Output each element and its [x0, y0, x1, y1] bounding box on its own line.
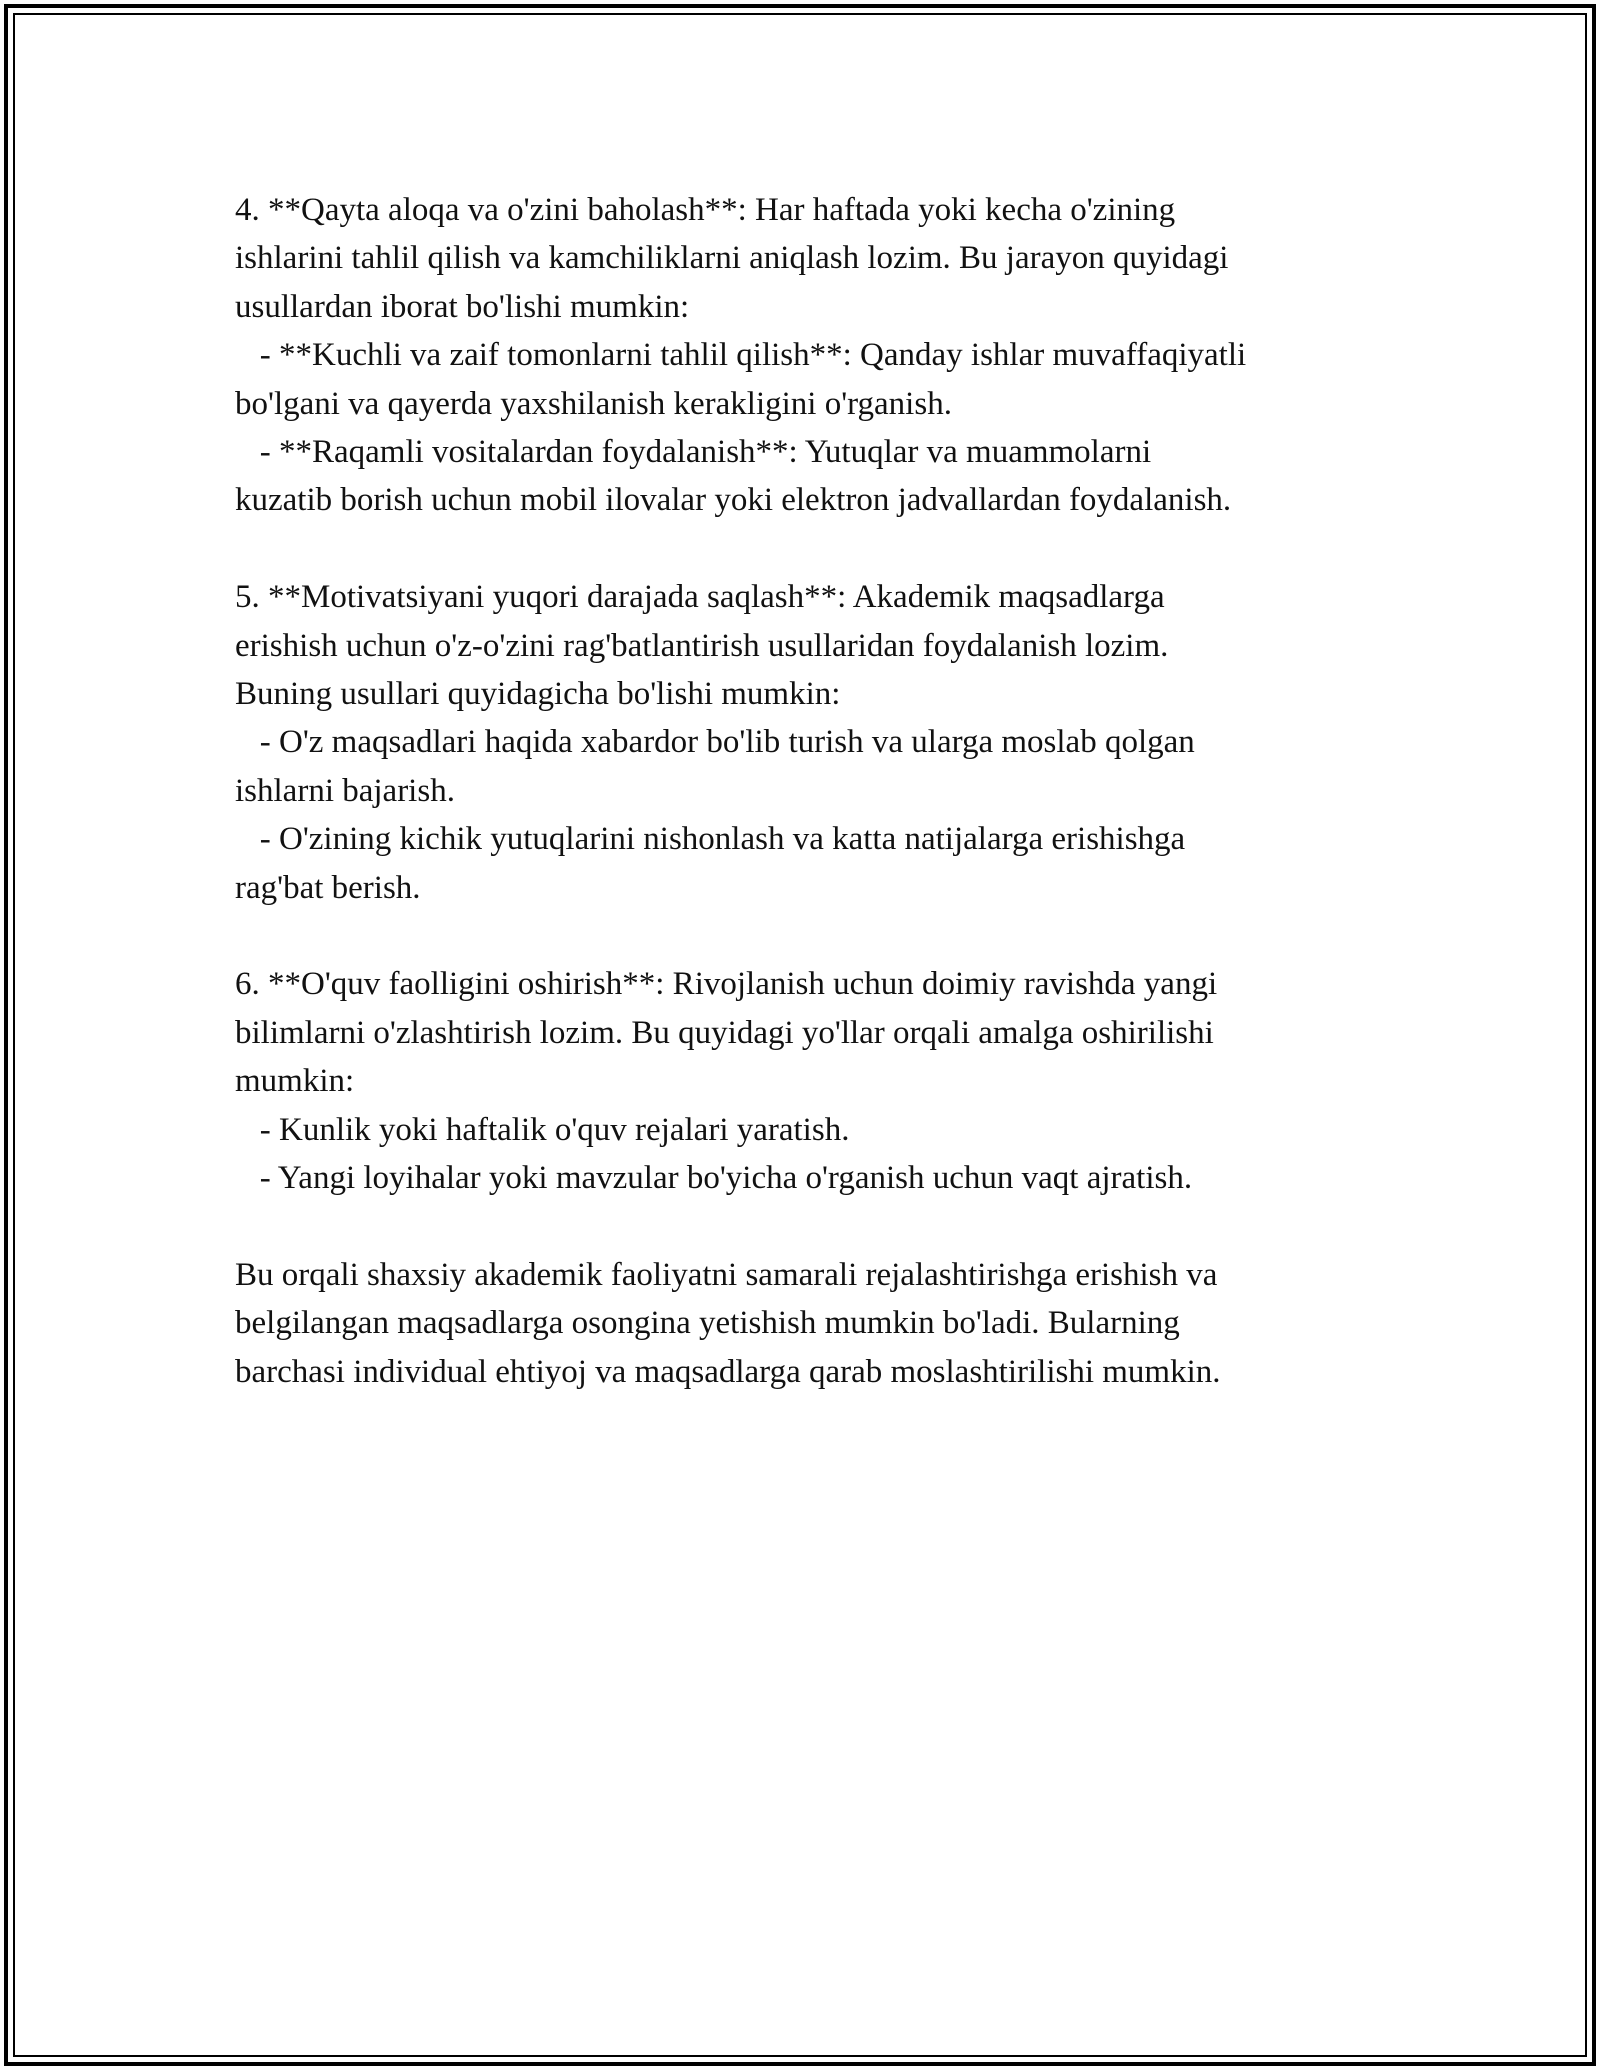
text-line: rag'bat berish.	[235, 869, 421, 906]
text-line: 6. **O'quv faolligini oshirish**: Rivojlanish uchun doimiy ravishda yangi	[235, 966, 1218, 1003]
text-line: belgilangan maqsadlarga osongina yetishish mumkin bo'ladi. Bularning	[235, 1305, 1180, 1342]
text-line: 5. **Motivatsiyani yuqori darajada saqlash**: Akademik maqsadlarga	[235, 579, 1165, 616]
text-line: ishlarini tahlil qilish va kamchiliklarni aniqlash lozim. Bu jarayon quyidagi	[235, 240, 1229, 277]
text-line: Bu orqali shaxsiy akademik faoliyatni samarali rejalashtirishga erishish va	[235, 1256, 1218, 1293]
text-line: mumkin:	[235, 1063, 355, 1100]
text-line: usullardan iborat bo'lishi mumkin:	[235, 288, 690, 325]
text-line: - **Raqamli vositalardan foydalanish**: Yutuqlar va muammolarni	[235, 434, 1152, 471]
text-line: - O'z maqsadlari haqida xabardor bo'lib turish va ularga moslab qolgan	[235, 724, 1195, 761]
text-line: bo'lgani va qayerda yaxshilanish kerakligini o'rganish.	[235, 385, 952, 422]
text-line: barchasi individual ehtiyoj va maqsadlarga qarab moslashtirilishi mumkin.	[235, 1353, 1221, 1390]
text-line: ishlarni bajarish.	[235, 772, 455, 809]
text-line: kuzatib borish uchun mobil ilovalar yoki elektron jadvallardan foydalanish.	[235, 482, 1232, 519]
document-body	[235, 186, 1385, 1445]
text-line: - **Kuchli va zaif tomonlarni tahlil qilish**: Qanday ishlar muvaffaqiyatli	[235, 337, 1247, 374]
text-line: erishish uchun o'z-o'zini rag'batlantirish usullaridan foydalanish lozim.	[235, 627, 1169, 664]
text-line: - Kunlik yoki haftalik o'quv rejalari yaratish.	[235, 1111, 850, 1148]
paragraph-conclusion	[235, 1251, 1385, 1396]
text-line: 4. **Qayta aloqa va o'zini baholash**: Har haftada yoki kecha o'zining	[235, 192, 1176, 228]
text-line: Buning usullari quyidagicha bo'lishi mumkin:	[235, 676, 841, 713]
paragraph-feedback-self-assessment	[235, 186, 1385, 525]
text-line: bilimlarni o'zlashtirish lozim. Bu quyidagi yo'llar orqali amalga oshirilishi	[235, 1014, 1214, 1051]
paragraph-learning-activity	[235, 960, 1385, 1202]
text-line: - Yangi loyihalar yoki mavzular bo'yicha o'rganish uchun vaqt ajratish.	[235, 1160, 1193, 1197]
text-line: - O'zining kichik yutuqlarini nishonlash va katta natijalarga erishishga	[235, 821, 1186, 858]
paragraph-motivation	[235, 573, 1385, 912]
